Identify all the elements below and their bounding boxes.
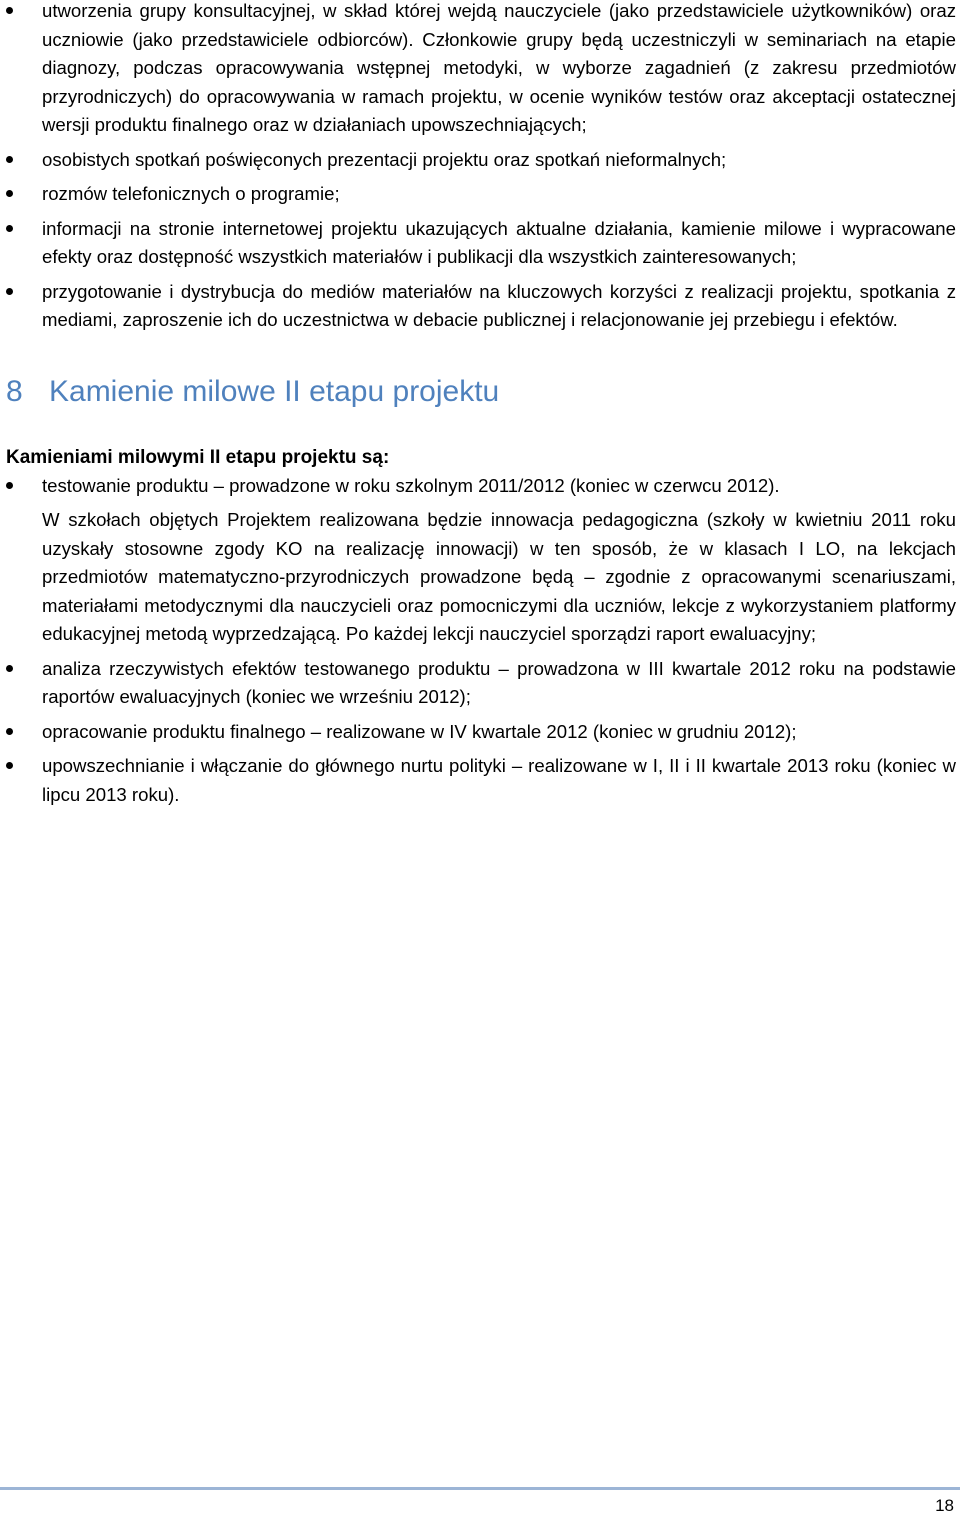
footer-rule [0,1487,960,1490]
list-item-text: osobistych spotkań poświęconych prezentacji projektu oraz spotkań nieformalnych; [42,148,727,170]
list-item-text: analiza rzeczywistych efektów testowanego produktu – prowadzona w III kwartale 2012 roku na podstawie raportów ewaluacyjnych (koniec we wrześniu 2012); [42,657,956,707]
section-number: 8 [6,374,23,408]
bullet-icon [6,288,13,295]
list-item [6,180,956,209]
bullet-icon [6,7,13,14]
section-title: Kamienie milowe II etapu projektu [49,374,500,408]
bullet-icon [6,190,13,197]
list-item-text: opracowanie produktu finalnego – realizowane w IV kwartale 2012 (koniec w grudniu 2012); [42,720,797,742]
section-subheading: Kamieniami milowymi II etapu projektu są: [6,446,390,468]
bullet-list-top [6,0,956,335]
list-item [6,472,956,649]
bullet-icon [6,665,13,672]
bullet-icon [6,225,13,232]
list-item-continuation: W szkołach objętych Projektem realizowana będzie innowacja pedagogiczna (szkoły w kwietniu 2011 roku uzyskały stosowne zgody KO na realizację innowacji) w ten sposób, że w klasach I LO, na lekcjach przedmiotów matematyczno-przyrodniczych prowadzone będą – zgodnie z opracowanymi scenariuszami, materiałami metodycznymi dla nauczycieli oraz pomocniczymi dla uczniów, lekcje z wykorzystaniem platformy edukacyjnej metodą wyprzedzającą. Po każdej lekcji nauczyciel sporządzi raport ewaluacyjny; [42,509,956,644]
page-content [6,0,956,815]
list-item-text: testowanie produktu – prowadzone w roku szkolnym 2011/2012 (koniec w czerwcu 2012). [42,474,780,496]
list-item [6,215,956,272]
list-item [6,0,956,140]
bullet-list-milestones [6,472,956,810]
list-item-text: przygotowanie i dystrybucja do mediów materiałów na kluczowych korzyści z realizacji projektu, spotkania z mediami, zaproszenie ich do uczestnictwa w debacie publicznej i relacjonowanie jej przebiegu i efektów. [42,280,956,330]
list-item-text: rozmów telefonicznych o programie; [42,183,340,204]
bullet-icon [6,762,13,769]
list-item-text: informacji na stronie internetowej projektu ukazujących aktualne działania, kamienie milowe i wypracowane efekty oraz dostępność wszystkich materiałów i publikacji dla wszystkich zainteresowanych; [42,217,956,267]
list-item [6,752,956,809]
bullet-icon [6,482,13,489]
list-item [6,146,956,175]
list-item-text: upowszechnianie i włączanie do głównego nurtu polityki – realizowane w I, II i II kwartale 2013 roku (koniec w lipcu 2013 roku). [42,755,956,805]
list-item-text: utworzenia grupy konsultacyjnej, w skład której wejdą nauczyciele (jako przedstawiciele użytkowników) oraz uczniowie (jako przedstawiciele odbiorców). Członkowie grupy będą uczestniczyli w seminariach na etapie diagnozy, podczas opracowywania wstępnej metodyki, w wyborze zagadnień (z zakresu przedmiotów przyrodniczych) do opracowywania w ramach projektu, w ocenie wyników testów oraz akceptacji ostatecznej wersji produktu finalnego oraz w działaniach upowszechniających; [42,0,956,135]
list-item [6,278,956,335]
list-item [6,718,956,747]
list-item [6,655,956,712]
section-heading [6,372,956,412]
bullet-icon [6,156,13,163]
bullet-icon [6,728,13,735]
page-number: 18 [935,1496,954,1515]
